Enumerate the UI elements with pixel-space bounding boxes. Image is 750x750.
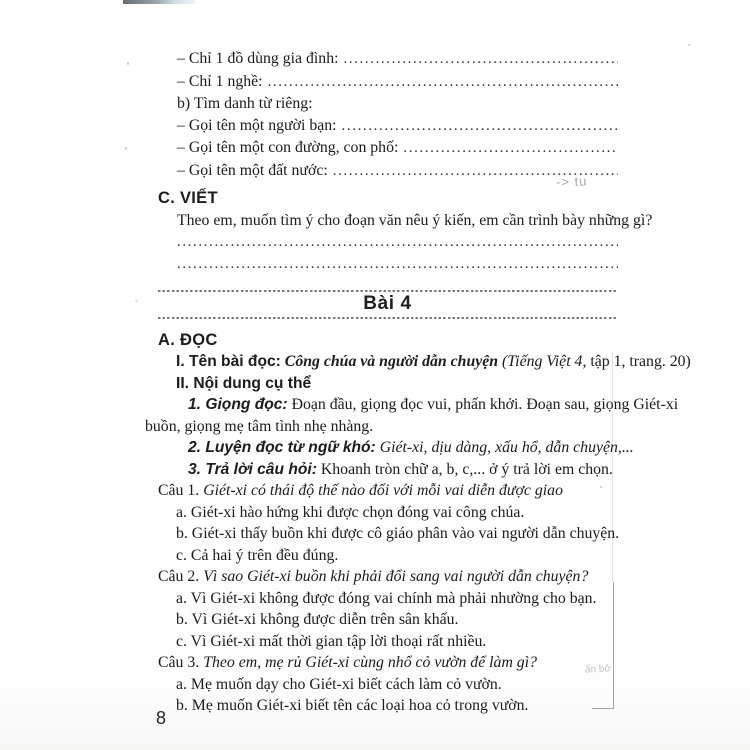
reading-source-italic: (Tiếng Việt 4 <box>502 353 583 370</box>
question-text: Giét-xi có thái độ thế nào đối với mỗi vai diễn được giao <box>203 482 563 499</box>
scan-speck <box>127 62 129 65</box>
section-c-heading: C. VIẾT <box>158 189 218 207</box>
question-2-option-c: c. Vì Giét-xi mất thời gian tập lời thoại rất nhiều. <box>176 632 487 650</box>
dotted-answer-space <box>338 48 618 71</box>
question-text: Vì sao Giét-xi buồn khi phải đổi sang vai người dẫn chuyện? <box>203 568 589 585</box>
question-2-option-a: a. Vì Giét-xi không được đóng vai chính mà phải nhường cho bạn. <box>176 589 597 607</box>
page-number: 8 <box>156 708 167 728</box>
fill-line-street-name <box>177 137 618 160</box>
dotted-answer-space <box>337 115 618 138</box>
reading-voice-item <box>145 394 679 437</box>
question-3 <box>145 652 618 674</box>
answer-questions-label: 3. Trả lời câu hỏi: <box>188 460 317 478</box>
question-label: Câu 1. <box>158 482 200 499</box>
reading-title-line <box>145 351 691 373</box>
question-label: Câu 2. <box>158 568 200 585</box>
hard-words-label: 2. Luyện đọc từ ngữ khó: <box>188 439 376 456</box>
voice-text-line2: buồn, giọng mẹ tâm tình nhẹ nhàng. <box>145 417 374 435</box>
question-1-option-c: c. Cả hai ý trên đều đúng. <box>176 546 339 564</box>
answer-questions-text: Khoanh tròn chữ a, b, c,... ở ý trả lời em chọn. <box>320 460 613 478</box>
subheading-proper-nouns: b) Tìm danh từ riêng: <box>177 95 313 112</box>
fill-label: – Chỉ 1 đồ dùng gia đình: <box>177 50 339 67</box>
fill-line-household-item <box>177 48 618 71</box>
question-1-option-b: b. Giét-xi thấy buồn khi được cô giáo phân vào vai người dẫn chuyện. <box>176 525 620 542</box>
question-text: Theo em, mẹ rủ Giét-xi cùng nhổ cỏ vườn để làm gì? <box>203 654 537 671</box>
hard-words-text: Giét-xi, dịu dàng, xấu hổ, dẫn chuyện,... <box>379 439 634 456</box>
fill-line-friend-name <box>177 115 618 138</box>
page-curl-bracket <box>592 582 614 709</box>
question-3-option-a: a. Mẹ muốn dạy cho Giét-xi biết cách làm cỏ vườn. <box>176 675 502 693</box>
fill-label: – Gọi tên một người bạn: <box>177 116 337 134</box>
lesson-divider <box>158 290 617 319</box>
voice-label: 1. Giọng đọc: <box>188 396 288 413</box>
dotted-answer-line <box>177 231 618 253</box>
pencil-ghost-mark-bottom: ẩn bở <box>584 663 612 676</box>
content-heading: II. Nội dung cụ thể <box>176 374 312 392</box>
page-content <box>145 48 691 717</box>
question-1 <box>145 480 618 502</box>
fill-label: – Gọi tên một đất nước: <box>177 161 328 179</box>
reading-title-text: Công chúa và người dẫn chuyện <box>284 353 499 370</box>
page-curl-line <box>612 352 613 582</box>
voice-text-line1: Đoạn đầu, giọng đọc vui, phấn khởi. Đoạn sau, giọng Giét-xi <box>291 396 679 413</box>
dotted-answer-line <box>177 253 618 275</box>
question-3-option-b: b. Mẹ muốn Giét-xi biết tên các loại hoa cỏ trong vườn. <box>176 697 529 714</box>
pencil-ghost-mark-top: -> tu <box>555 173 588 190</box>
question-2 <box>145 566 618 588</box>
scan-speck <box>688 44 690 46</box>
dotted-answer-space <box>263 71 618 94</box>
fill-line-occupation <box>177 71 618 94</box>
reading-title-label: I. Tên bài đọc: <box>176 353 281 370</box>
answer-questions-item <box>145 459 618 481</box>
hard-words-item <box>145 437 634 459</box>
question-2-option-b: b. Vì Giét-xi không được diễn trên sân khấu. <box>176 611 459 628</box>
divider-rule-bottom <box>158 317 617 319</box>
fill-label: – Chỉ 1 nghề: <box>177 72 263 90</box>
fill-label: – Gọi tên một con đường, con phố: <box>177 139 399 156</box>
section-a-heading: A. ĐỌC <box>158 330 218 349</box>
scan-speck <box>135 300 138 302</box>
scan-speck <box>125 147 127 150</box>
question-1-option-a: a. Giét-xi hào hứng khi được chọn đóng vai công chúa. <box>176 503 525 521</box>
scan-edge-artifact <box>123 0 195 4</box>
writing-prompt: Theo em, muốn tìm ý cho đoạn văn nêu ý kiến, em cần trình bày những gì? <box>177 211 653 229</box>
fill-line-country-name <box>177 160 618 183</box>
question-label: Câu 3. <box>158 654 200 671</box>
scan-speck <box>600 486 602 488</box>
lesson-title: Bài 4 <box>363 293 412 314</box>
dotted-answer-space <box>398 137 618 160</box>
reading-source-rest: , tập 1, trang. 20) <box>582 353 691 370</box>
